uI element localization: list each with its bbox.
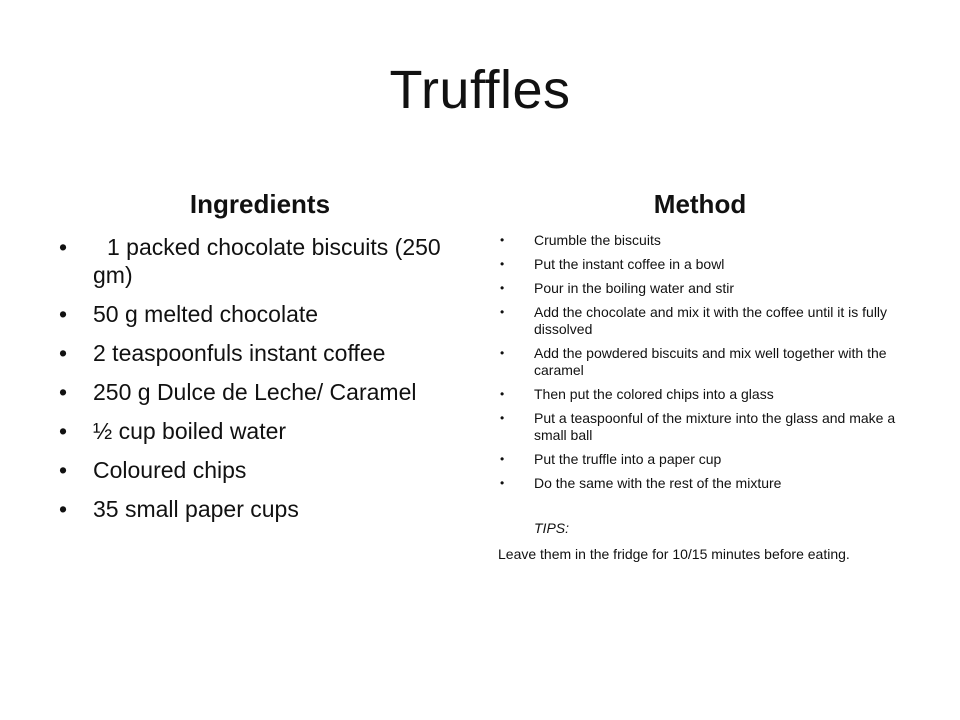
bullet-icon: • (500, 346, 505, 360)
ingredient-text: 250 g Dulce de Leche/ Caramel (93, 379, 417, 405)
method-step (498, 345, 908, 379)
bullet-icon: • (59, 418, 68, 444)
method-step (498, 451, 908, 468)
ingredient-item (55, 495, 475, 523)
ingredient-text: ½ cup boiled water (93, 418, 287, 444)
bullet-icon: • (59, 301, 68, 327)
slide-title: Truffles (389, 60, 571, 120)
ingredient-text: 2 teaspoonfuls instant coffee (93, 340, 386, 366)
bullet-icon: • (500, 476, 505, 490)
bullet-icon: • (500, 452, 505, 466)
method-step-text: Put the instant coffee in a bowl (534, 256, 725, 272)
tips-text: Leave them in the fridge for 10/15 minutes before eating. (498, 546, 850, 562)
method-step (498, 232, 908, 249)
method-step (498, 256, 908, 273)
method-step (498, 410, 908, 444)
ingredients-heading: Ingredients (189, 189, 331, 219)
method-step-text: Put the truffle into a paper cup (534, 451, 722, 467)
method-step-text: Add the powdered biscuits and mix well together with the caramel (534, 345, 887, 378)
method-step-text: Do the same with the rest of the mixture (534, 475, 782, 491)
method-step-text: Add the chocolate and mix it with the coffee until it is fully dissolved (534, 304, 888, 337)
method-step-text: Crumble the biscuits (534, 232, 661, 248)
bullet-icon: • (59, 234, 68, 260)
method-step (498, 280, 908, 297)
tips-label: TIPS: (534, 520, 570, 536)
ingredient-item (55, 378, 475, 406)
bullet-icon: • (59, 457, 68, 483)
method-step-text: Then put the colored chips into a glass (534, 386, 774, 402)
method-list (498, 232, 908, 499)
bullet-icon: • (500, 305, 505, 319)
ingredients-list (55, 233, 475, 534)
method-step-text: Pour in the boiling water and stir (534, 280, 734, 296)
bullet-icon: • (500, 281, 505, 295)
method-step (498, 475, 908, 492)
ingredient-text: 1 packed chocolate biscuits (250 gm) (93, 234, 441, 288)
ingredient-item (55, 417, 475, 445)
method-heading: Method (653, 189, 747, 219)
bullet-icon: • (59, 379, 68, 405)
bullet-icon: • (59, 496, 68, 522)
method-step-text: Put a teaspoonful of the mixture into the glass and make a small ball (534, 410, 896, 443)
ingredient-text: 35 small paper cups (93, 496, 299, 522)
bullet-icon: • (500, 411, 505, 425)
bullet-icon: • (500, 257, 505, 271)
bullet-icon: • (500, 233, 505, 247)
ingredient-item (55, 233, 475, 289)
ingredient-text: 50 g melted chocolate (93, 301, 319, 327)
bullet-icon: • (59, 340, 68, 366)
method-step (498, 304, 908, 338)
ingredient-item (55, 339, 475, 367)
ingredient-text: Coloured chips (93, 457, 247, 483)
ingredient-item (55, 456, 475, 484)
ingredient-item (55, 300, 475, 328)
method-step (498, 386, 908, 403)
bullet-icon: • (500, 387, 505, 401)
